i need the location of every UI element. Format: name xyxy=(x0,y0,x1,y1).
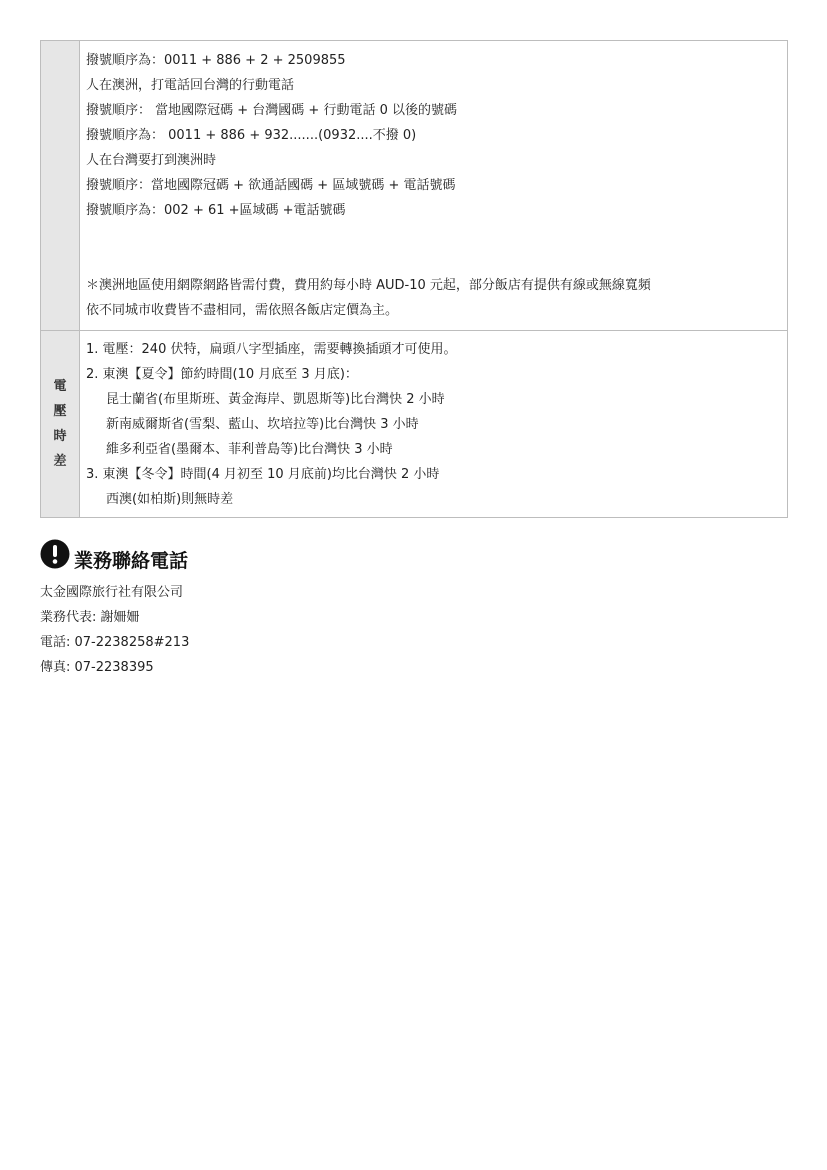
internet-note-line: ＊澳洲地區使用網際網路皆需付費，費用約每小時 AUD-10 元起，部分飯店有提供有線或無線寬頻 xyxy=(86,278,651,293)
internet-note-line: 依不同城市收費皆不盡相同，需依照各飯店定價為主。 xyxy=(86,303,399,318)
timezone-detail-line: 昆士蘭省(布里斯班、黃金海岸、凱恩斯等)比台灣快 2 小時 xyxy=(106,392,445,407)
voltage-timezone-row xyxy=(41,331,788,518)
voltage-timezone-content-cell xyxy=(80,331,788,518)
dialing-line: 撥號順序為：002 + 61 +區域碼 +電話號碼 xyxy=(86,203,346,218)
dialing-line: 人在台灣要打到澳洲時 xyxy=(86,153,217,168)
contact-list xyxy=(40,580,788,680)
voltage-line: 1. 電壓：240 伏特，扁頭八字型插座，需要轉換插頭才可使用。 xyxy=(86,342,457,357)
dialing-line: 撥號順序：當地國際冠碼 + 欲通話國碼 + 區域號碼 + 電話號碼 xyxy=(86,178,456,193)
dialing-line: 人在澳洲，打電話回台灣的行動電話 xyxy=(86,78,295,93)
timezone-detail-line: 西澳(如柏斯)則無時差 xyxy=(106,492,234,507)
row-label-char: 差 xyxy=(53,454,67,469)
dialing-line: 撥號順序為： 0011 + 886 + 932.......(0932....不撥 0) xyxy=(86,128,417,143)
sales-representative: 業務代表: 謝姍姍 xyxy=(40,610,140,625)
summer-time-line: 2. 東澳【夏令】節約時間(10 月底至 3 月底)： xyxy=(86,367,358,382)
document-page xyxy=(40,40,788,680)
contact-title: 業務聯絡電話 xyxy=(74,549,189,572)
dialing-line: 撥號順序： 當地國際冠碼 + 台灣國碼 + 行動電話 0 以後的號碼 xyxy=(86,103,457,118)
fax-number: 傳真: 07-2238395 xyxy=(40,660,154,675)
exclamation-circle-icon xyxy=(40,539,70,569)
row-label-char: 電 xyxy=(53,379,67,394)
dialing-content-cell xyxy=(80,41,788,331)
dialing-line: 撥號順序為：0011 + 886 + 2 + 2509855 xyxy=(86,53,346,68)
row-label-char: 時 xyxy=(53,429,67,444)
blank-space xyxy=(86,223,781,273)
dialing-label-cell xyxy=(41,41,80,331)
timezone-detail-line: 新南威爾斯省(雪梨、藍山、坎培拉等)比台灣快 3 小時 xyxy=(106,417,419,432)
winter-time-line: 3. 東澳【冬令】時間(4 月初至 10 月底前)均比台灣快 2 小時 xyxy=(86,467,440,482)
row-label-char: 壓 xyxy=(53,404,67,419)
info-table xyxy=(40,40,788,518)
dialing-row xyxy=(41,41,788,331)
company-name: 太金國際旅行社有限公司 xyxy=(40,585,184,600)
contact-header xyxy=(40,536,788,572)
voltage-timezone-label-cell xyxy=(41,331,80,518)
timezone-detail-line: 維多利亞省(墨爾本、菲利普島等)比台灣快 3 小時 xyxy=(106,442,393,457)
phone-number: 電話: 07-2238258#213 xyxy=(40,635,190,650)
